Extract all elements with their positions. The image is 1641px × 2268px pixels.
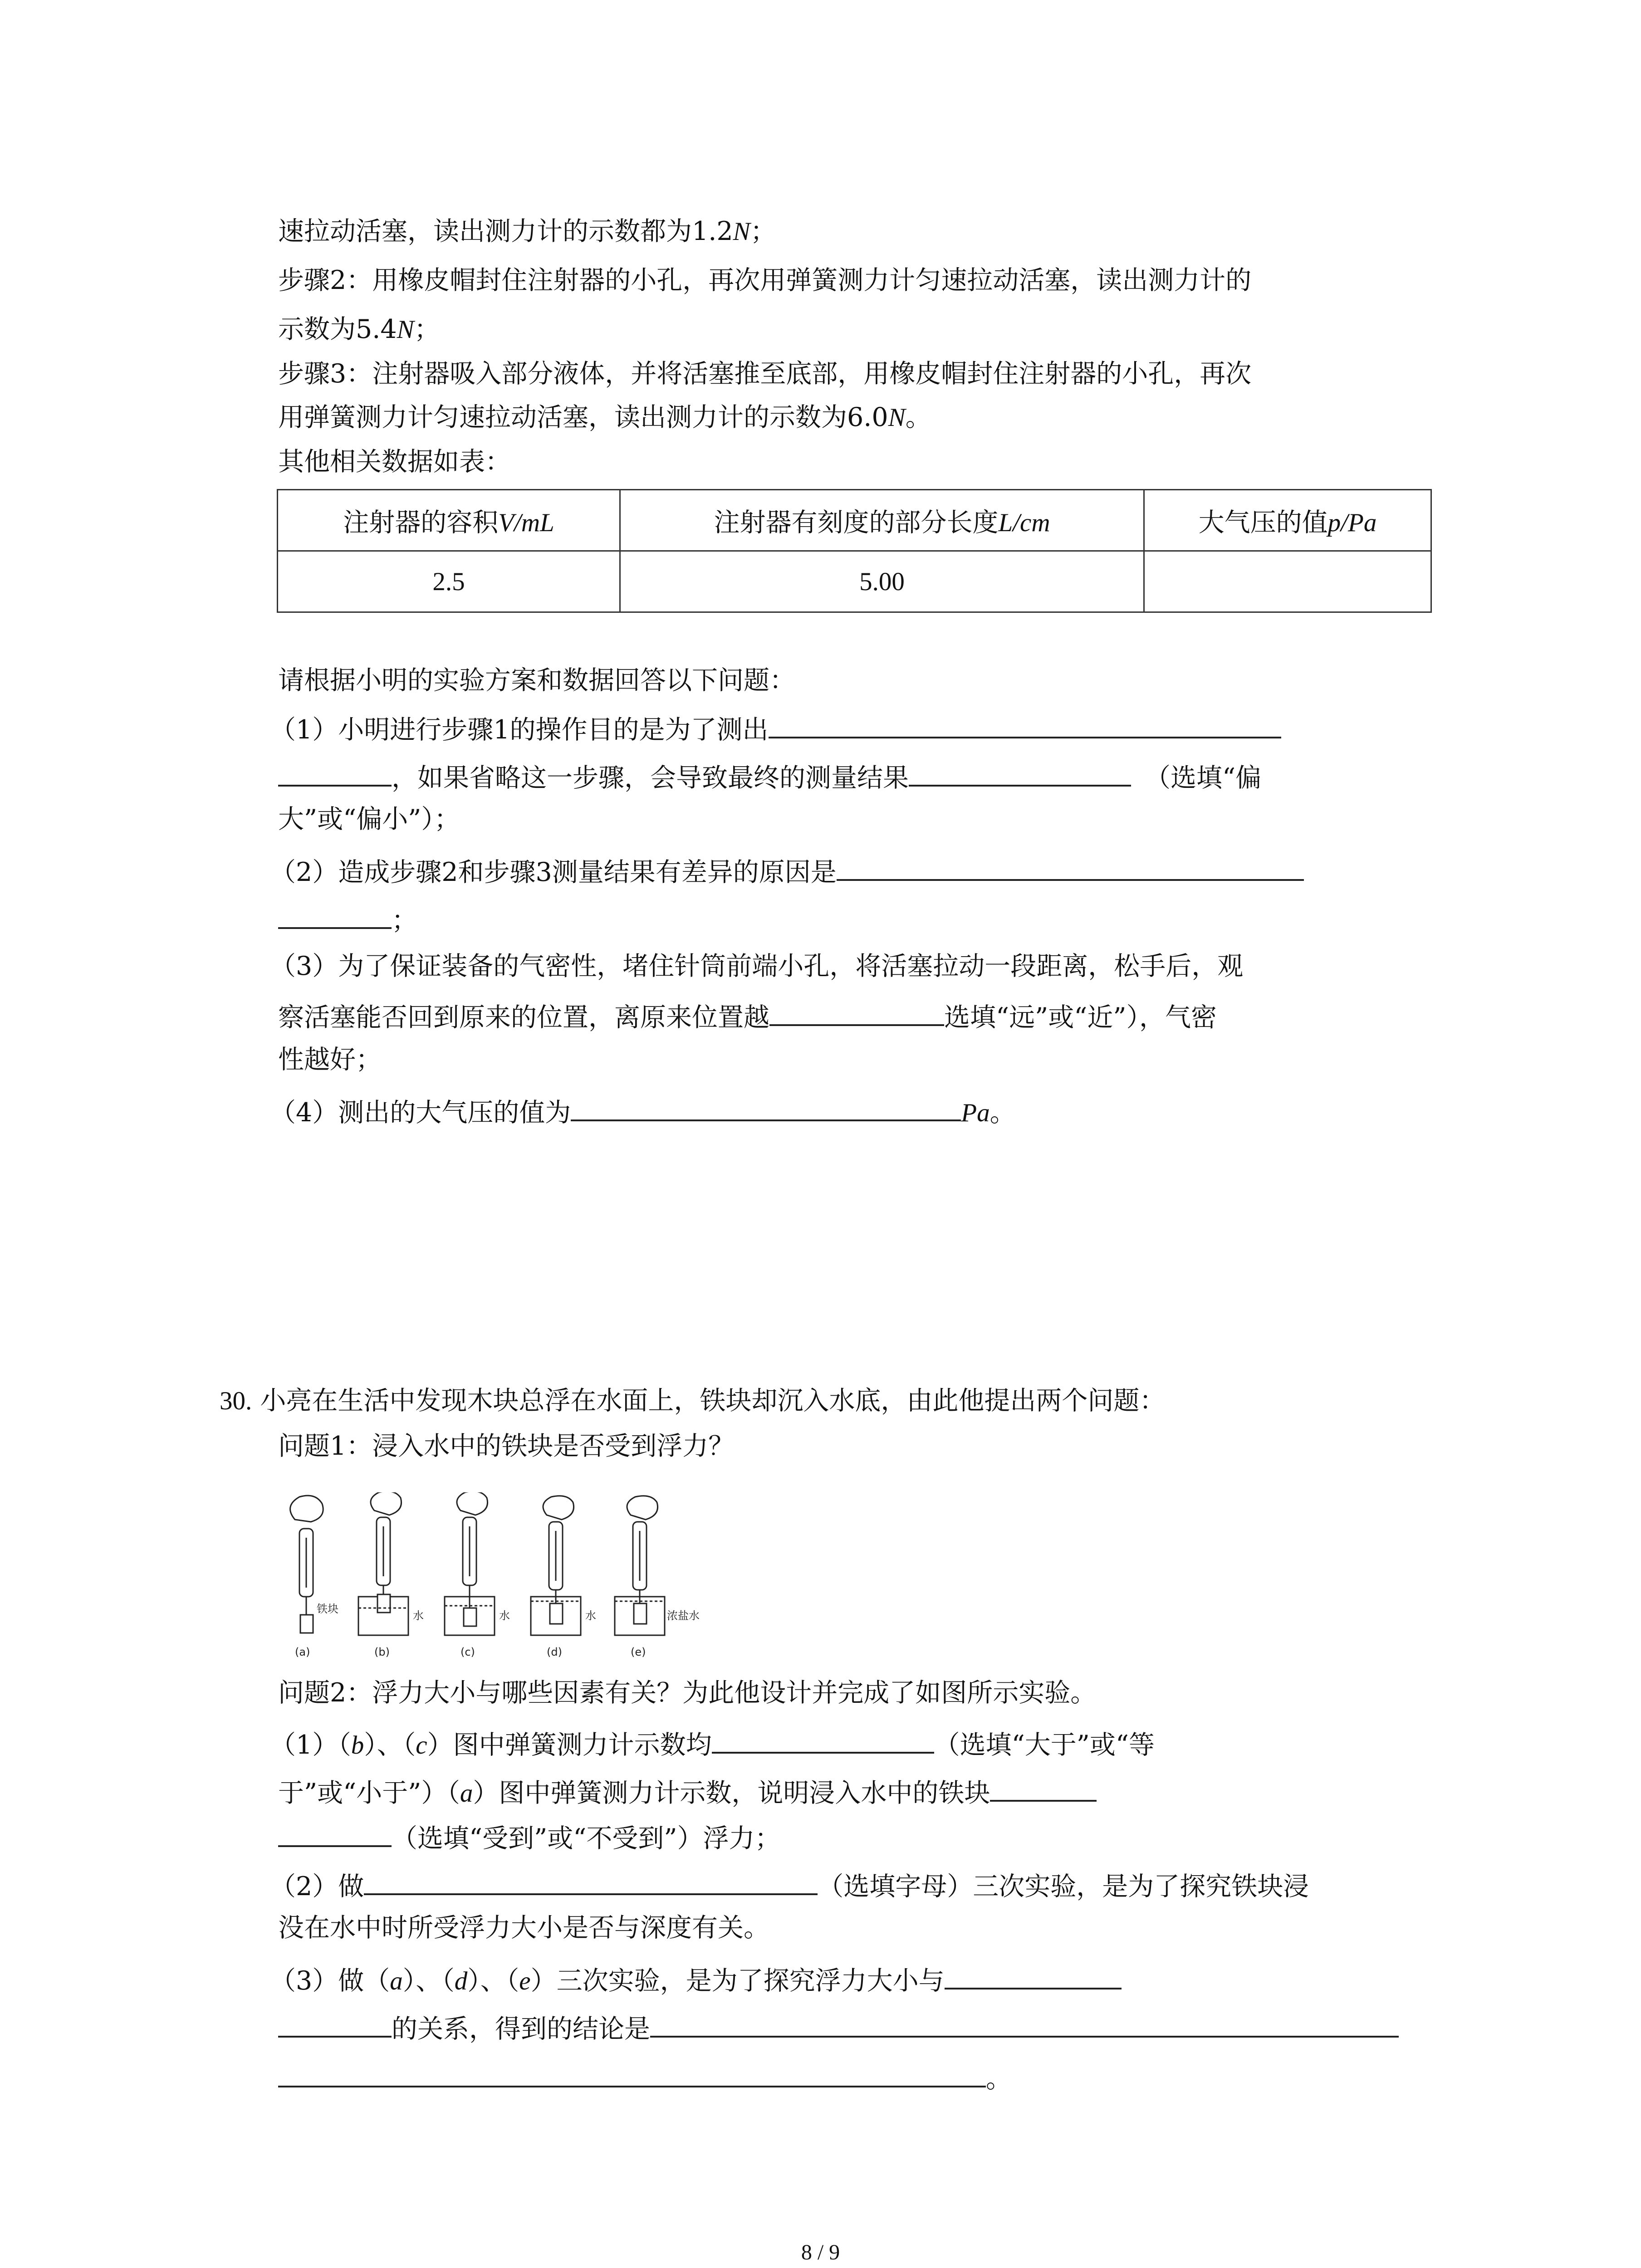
figure-label: (e) (631, 1646, 646, 1658)
liquid-label: 水 (585, 1609, 596, 1622)
answer-blank[interactable] (278, 1817, 392, 1847)
q30-line-2: 问题1：浸入水中的铁块是否受到浮力？ (278, 1431, 735, 1461)
figure-label: (a) (295, 1646, 310, 1658)
answer-blank[interactable] (571, 1091, 961, 1121)
table-header-length: 注射器有刻度的部分长度L/cm (620, 490, 1144, 551)
liquid-label: 水 (499, 1609, 510, 1622)
q30-part1-line-2: 于”或“小于”）（a）图中弹簧测力计示数，说明浸入水中的铁块 (278, 1772, 1097, 1812)
setup-d (531, 1496, 581, 1635)
page-number: 8 / 9 (801, 2240, 840, 2264)
q29-sub2-line-2: ； (278, 899, 417, 938)
table-header-volume: 注射器的容积V/mL (278, 490, 620, 551)
q29-sub1-line-1: （1）小明进行步骤1的操作目的是为了测出 (270, 709, 1281, 748)
liquid-label: 水 (413, 1609, 424, 1622)
setup-c (445, 1492, 495, 1635)
q30-part1-line-3: （选填“受到”或“不受到”）浮力； (278, 1817, 781, 1857)
q29-intro: 请根据小明的实验方案和数据回答以下问题： (278, 665, 795, 695)
answer-blank[interactable] (837, 851, 1304, 881)
liquid-label: 浓盐水 (667, 1609, 700, 1622)
q29-sub1-line-2: ，如果省略这一步骤，会导致最终的测量结果 （选填“偏 (278, 757, 1261, 796)
q29-line-6: 其他相关数据如表： (278, 447, 511, 477)
q29-sub3-line-1: （3）为了保证装备的气密性，堵住针筒前端小孔，将活塞拉动一段距离，松手后，观 (270, 951, 1244, 981)
buoyancy-experiment-figure (277, 1492, 708, 1665)
answer-blank[interactable] (712, 1724, 934, 1754)
q30-part3-line-3: 。 (278, 2058, 1012, 2097)
figure-label: (d) (547, 1646, 562, 1658)
q29-sub3-line-2: 察活塞能否回到原来的位置，离原来位置越 选填“远”或“近”），气密 (278, 996, 1217, 1036)
answer-blank[interactable] (769, 996, 944, 1026)
q30-part1-line-1: （1）（b）、（c）图中弹簧测力计示数均 （选填“大于”或“等 (270, 1724, 1155, 1764)
answer-blank[interactable] (278, 2008, 392, 2038)
q30-part3-line-1: （3）做（a）、（d）、（e）三次实验，是为了探究浮力大小与 (270, 1960, 1122, 1999)
iron-label: 铁块 (317, 1603, 338, 1615)
table-row (278, 490, 1431, 551)
answer-blank[interactable] (769, 709, 1281, 738)
q30-part2-line-2: 没在水中时所受浮力大小是否与深度有关。 (278, 1913, 769, 1943)
table-row (278, 551, 1431, 612)
q29-sub2-line-1: （2）造成步骤2和步骤3测量结果有差异的原因是 (270, 851, 1304, 890)
figure-label: (b) (374, 1646, 390, 1658)
answer-blank[interactable] (364, 1865, 818, 1895)
answer-blank[interactable] (278, 757, 392, 787)
q29-line-2: 步骤2：用橡皮帽封住注射器的小孔，再次用弹簧测力计匀速拉动活塞，读出测力计的 (278, 265, 1252, 295)
q29-line-1: 速拉动活塞，读出测力计的示数都为1.2N； (278, 216, 776, 246)
q30-line-3: 问题2：浮力大小与哪些因素有关？为此他设计并完成了如图所示实验。 (278, 1678, 1097, 1708)
question-number: 30. (220, 1387, 252, 1415)
answer-blank[interactable] (278, 2058, 986, 2087)
answer-blank[interactable] (945, 1960, 1122, 1989)
setup-e (615, 1496, 665, 1635)
q29-sub1-line-3: 大”或“偏小”）； (278, 804, 460, 834)
q30-line-1: 30. 小亮在生活中发现木块总浮在水面上，铁块却沉入水底，由此他提出两个问题： (220, 1386, 1166, 1416)
answer-blank[interactable] (909, 757, 1131, 787)
q29-sub4-line: （4）测出的大气压的值为 Pa。 (270, 1091, 1016, 1131)
q29-line-4: 步骤3：注射器吸入部分液体，并将活塞推至底部，用橡皮帽封住注射器的小孔，再次 (278, 359, 1252, 389)
table-cell-pressure (1144, 551, 1431, 612)
q29-sub3-line-3: 性越好； (278, 1045, 382, 1075)
answer-blank[interactable] (650, 2008, 1399, 2038)
data-table (277, 489, 1432, 613)
table-cell-length: 5.00 (620, 551, 1144, 612)
table-cell-volume: 2.5 (278, 551, 620, 612)
q30-part2-line-1: （2）做 （选填字母）三次实验，是为了探究铁块浸 (270, 1865, 1309, 1905)
q30-part3-line-2: 的关系，得到的结论是 (278, 2008, 1399, 2047)
q29-line-3: 示数为5.4N； (278, 314, 440, 344)
q29-line-5: 用弹簧测力计匀速拉动活塞，读出测力计的示数为6.0N。 (278, 402, 931, 432)
figure-label: (c) (460, 1646, 475, 1658)
answer-blank[interactable] (278, 899, 392, 929)
table-header-pressure: 大气压的值p/Pa (1144, 490, 1431, 551)
answer-blank[interactable] (990, 1772, 1097, 1802)
setup-b (358, 1492, 408, 1635)
